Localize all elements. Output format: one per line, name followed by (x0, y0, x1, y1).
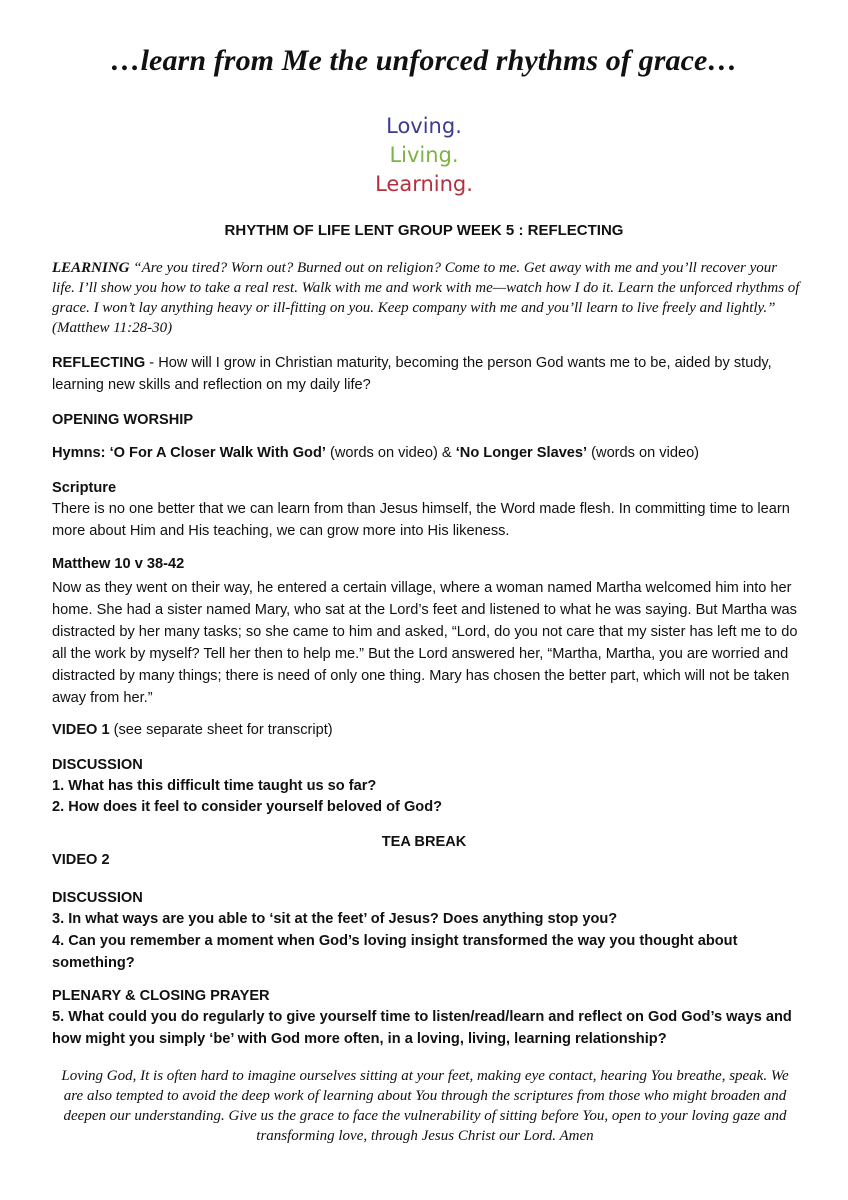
hymns-label: Hymns: (52, 445, 110, 461)
page-title: …learn from Me the unforced rhythms of grace… (110, 44, 738, 77)
logo (0, 112, 848, 199)
hymn-2: ‘No Longer Slaves’ (455, 445, 588, 461)
reflecting-label: REFLECTING (52, 355, 146, 371)
video-1-label: VIDEO 1 (52, 722, 110, 738)
question-3: 3. In what ways are you able to ‘sit at the feet’ of Jesus? Does anything stop you? (52, 911, 618, 927)
logo-line-learning: Learning. (375, 172, 473, 196)
learning-text: “Are you tired? Worn out? Burned out on religion? Come to me. Get away with me and you’ll recover your life. I’ll show you how to take a real rest. Walk with me and work with me—watch how I do it. Learn the unforced rhythms of grace. I won’t lay anything heavy or ill-fitting on you. Keep company with me and you’ll learn to live freely and lightly.” (Matthew 11:28-30) (52, 260, 800, 336)
video-1-note: (see separate sheet for transcript) (109, 722, 333, 738)
discussion-2-heading: DISCUSSION (52, 890, 143, 906)
question-2: 2. How does it feel to consider yourself beloved of God? (52, 799, 443, 815)
learning-label: LEARNING (52, 260, 130, 276)
video-2-heading: VIDEO 2 (52, 852, 110, 868)
scripture-heading: Scripture (52, 480, 117, 496)
logo-line-loving: Loving. (386, 114, 462, 138)
video-1-line (52, 719, 800, 741)
tea-break: TEA BREAK (381, 834, 467, 850)
learning-paragraph (52, 258, 800, 338)
question-5: 5. What could you do regularly to give yourself time to listen/read/learn and reflect on God God’s ways and how might you simply ‘be’ with God more often, in a loving, living, learning relationship? (52, 1009, 792, 1047)
hymn-2-note: (words on video) (587, 445, 700, 461)
plenary-heading: PLENARY & CLOSING PRAYER (52, 988, 270, 1004)
hymn-1-note: (words on video) & (325, 445, 456, 461)
question-1: 1. What has this difficult time taught us so far? (52, 778, 377, 794)
question-4: 4. Can you remember a moment when God’s loving insight transformed the way you thought about something? (52, 933, 738, 971)
reflecting-paragraph (52, 352, 800, 396)
scripture-text: There is no one better that we can learn from than Jesus himself, the Word made flesh. In committing time to learn more about Him and His teaching, we can grow more into His likeness. (52, 501, 790, 539)
hymns-line (52, 442, 800, 464)
opening-worship-heading: OPENING WORSHIP (52, 412, 194, 428)
closing-prayer: Loving God, It is often hard to imagine ourselves sitting at your feet, making eye contact, hearing You breathe, speak. We are also tempted to avoid the deep work of learning about You through the scriptures from those who might broaden and deepen our understanding. Give us the grace to face the vulnerability of sitting before You, open to your loving gaze and transforming love, through Jesus Christ our Lord. Amen (61, 1068, 789, 1144)
reflecting-text: - How will I grow in Christian maturity, becoming the person God wants me to be, aided by study, learning new skills and reflection on my daily life? (52, 355, 772, 393)
section-heading: RHYTHM OF LIFE LENT GROUP WEEK 5 : REFLECTING (224, 222, 624, 239)
logo-line-living: Living. (389, 143, 459, 167)
reading-heading: Matthew 10 v 38-42 (52, 556, 185, 572)
reading-text: Now as they went on their way, he entered a certain village, where a woman named Martha welcomed him into her home. She had a sister named Mary, who sat at the Lord’s feet and listened to what he was saying. But Martha was distracted by her many tasks; so she came to him and asked, “Lord, do you not care that my sister has left me to do all the work by myself? Tell her then to help me.” But the Lord answered her, “Martha, Martha, you are worried and distracted by many things; there is need of only one thing. Mary has chosen the better part, which will not be taken away from her.” (52, 580, 798, 706)
hymn-1: ‘O For A Closer Walk With God’ (109, 445, 326, 461)
discussion-1-heading: DISCUSSION (52, 757, 143, 773)
